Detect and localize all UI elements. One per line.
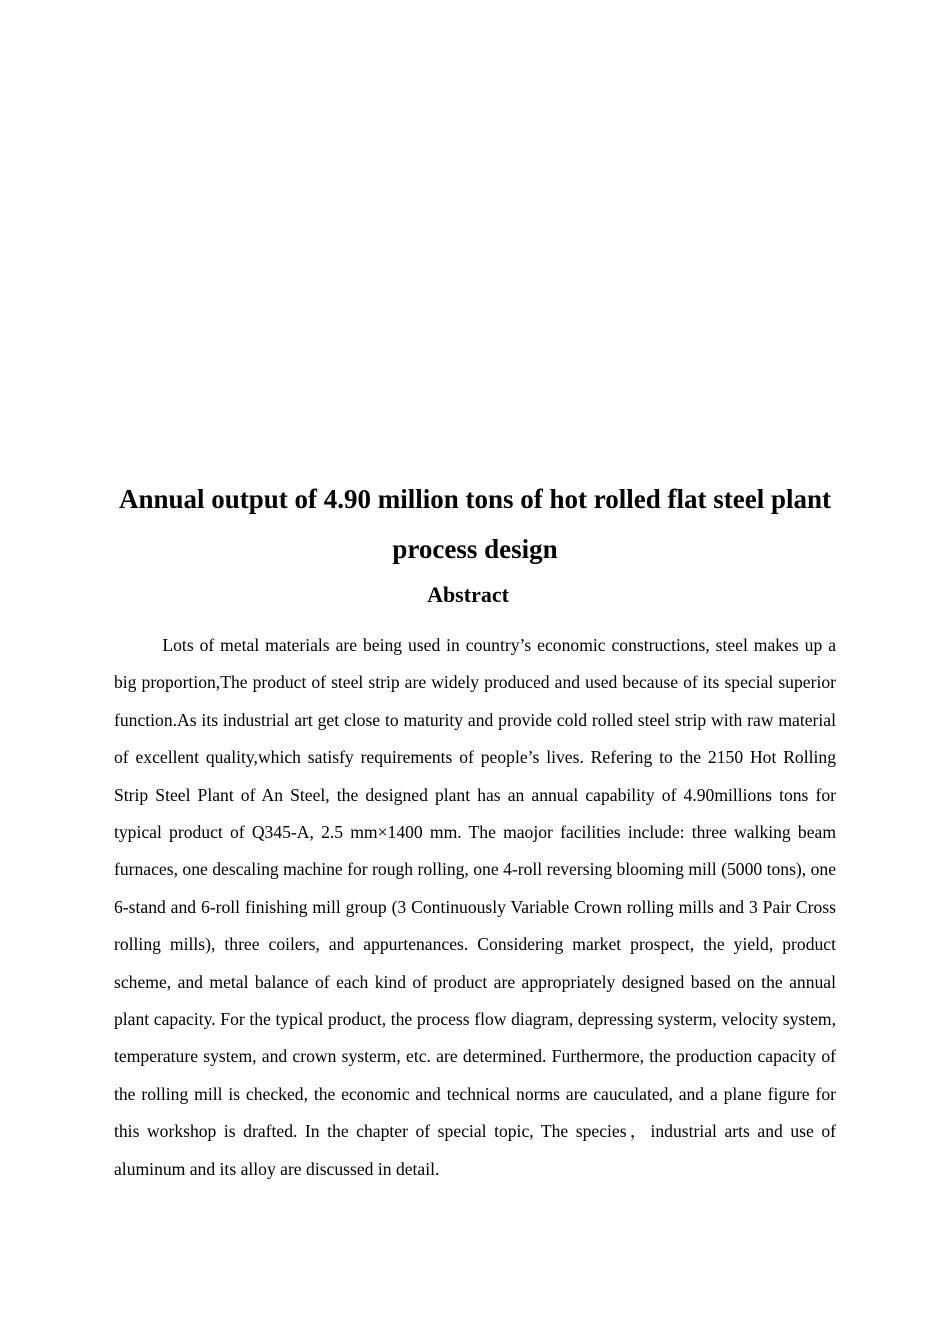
paper-title: Annual output of 4.90 million tons of hot rolled flat steel plant process design [118,484,832,564]
abstract-heading: Abstract [427,582,509,607]
abstract-paragraph: Lots of metal materials are being used in country’s economic constructions, steel makes up a big proportion,The product of steel strip are widely produced and used because of its special superior function.As its industrial art get close to maturity and provide cold rolled steel strip with raw material of excellent quality,which satisfy requirements of people’s lives. Refering to the 2150 Hot Rolling Strip Steel Plant of An Steel, the designed plant has an annual capability of 4.90millions tons for typical product of Q345-A, 2.5 mm×1400 mm. The maojor facilities include: three walking beam furnaces, one descaling machine for rough rolling, one 4-roll reversing blooming mill (5000 tons), one 6-stand and 6-roll finishing mill group (3 Continuously Variable Crown rolling mills and 3 Pair Cross rolling mills), three coilers, and appurtenances. Considering market prospect, the yield, product scheme, and metal balance of each kind of product are appropriately designed based on the annual plant capacity. For the typical product, the process flow diagram, depressing systerm, velocity system, temperature system, and crown systerm, etc. are determined. Furthermore, the production capacity of the rolling mill is checked, the economic and technical norms are cauculated, and a plane figure for this workshop is drafted. In the chapter of special topic, The species，industrial arts and use of aluminum and its alloy are discussed in detail. [114,635,836,1179]
